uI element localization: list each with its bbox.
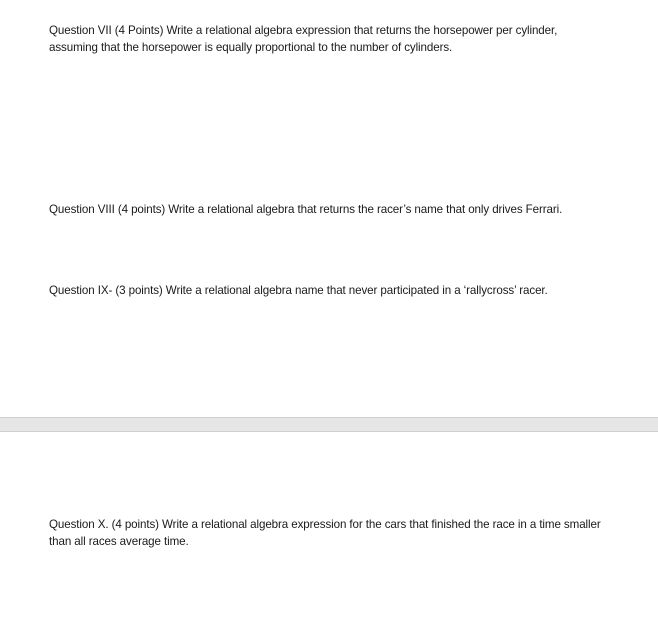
- page-break-separator: [0, 417, 658, 432]
- question-viii-text: Question VIII (4 points) Write a relational algebra that returns the racer’s name that only drives Ferrari.: [49, 203, 563, 216]
- question-vii-text: Question VII (4 Points) Write a relational algebra expression that returns the horsepower per cylinder, assuming that the horsepower is equally proportional to the number of cylinders.: [49, 24, 558, 54]
- question-ix-text: Question IX- (3 points) Write a relational algebra name that never participated in a ‘rallycross’ racer.: [49, 284, 548, 297]
- document-page-2: [0, 432, 658, 621]
- question-x-text: Question X. (4 points) Write a relational algebra expression for the cars that finished the race in a time smaller than all races average time.: [49, 518, 601, 548]
